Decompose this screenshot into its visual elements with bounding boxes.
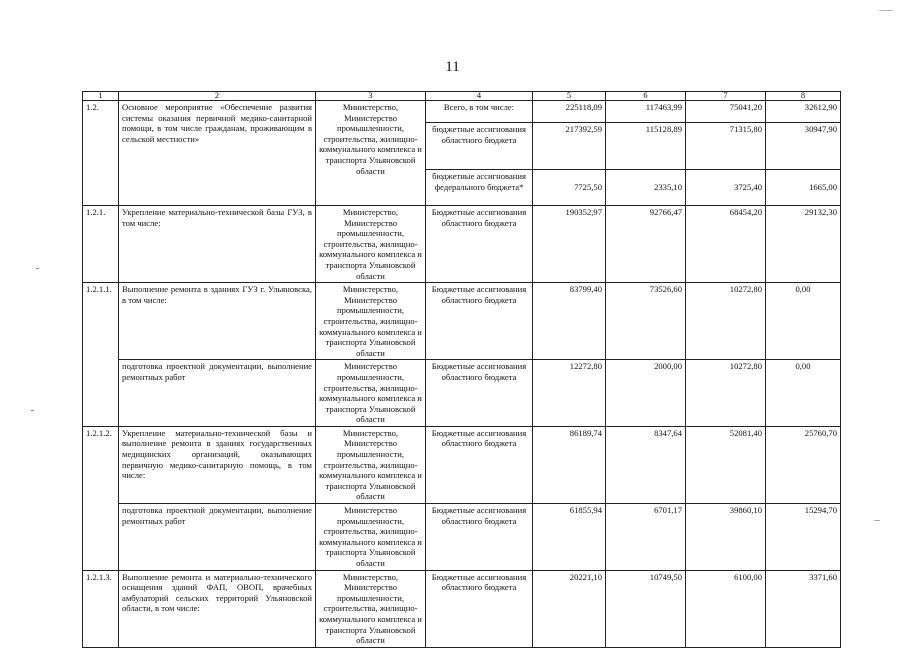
table-row: [83, 360, 841, 427]
row-name: подготовка проектной документации, выполнение ремонтных работ: [119, 360, 316, 427]
row-executor: Министерство, Министерство промышленности, строительства, жилищно-коммунального комплекса и транспорта Ульяновской области: [316, 101, 426, 206]
row-name: Укрепление материально-технической базы ГУЗ, в том числе:: [119, 206, 316, 283]
table-row: [83, 283, 841, 360]
row-executor: Министерство, Министерство промышленности, строительства, жилищно-коммунального комплекса и транспорта Ульяновской области: [316, 426, 426, 503]
row-value: 61855,94: [533, 504, 606, 571]
row-value: 7725,50: [533, 170, 606, 206]
row-value: 3725,40: [686, 170, 766, 206]
row-value: 10272,80: [686, 360, 766, 427]
row-code: 1.2.: [83, 101, 119, 206]
row-value: 30947,90: [766, 123, 841, 170]
table-row: [83, 570, 841, 647]
row-code: 1.2.1.2.: [83, 426, 119, 570]
table-row: [83, 504, 841, 571]
row-value: 6100,00: [686, 570, 766, 647]
row-value: 190352,97: [533, 206, 606, 283]
scan-speck: [36, 268, 39, 269]
row-value: 0,00: [766, 283, 841, 360]
row-code: 1.2.1.3.: [83, 570, 119, 647]
row-name: подготовка проектной документации, выполнение ремонтных работ: [119, 504, 316, 571]
row-executor: Министерство промышленности, строительства, жилищно-коммунального комплекса и транспорта Ульяновской области: [316, 504, 426, 571]
column-number-row: [83, 92, 841, 101]
column-header: 8: [766, 92, 841, 101]
column-header: 3: [316, 92, 426, 101]
scan-speck: [31, 410, 34, 411]
row-value: 10749,50: [606, 570, 686, 647]
page-number: 11: [445, 59, 460, 75]
row-value: 225118,09: [533, 101, 606, 123]
row-executor: Министерство, Министерство промышленности, строительства, жилищно-коммунального комплекса и транспорта Ульяновской области: [316, 283, 426, 360]
column-header: 6: [606, 92, 686, 101]
row-value: 8347,64: [606, 426, 686, 503]
column-header: 7: [686, 92, 766, 101]
table-row: [83, 426, 841, 503]
row-value: 217392,59: [533, 123, 606, 170]
row-value: 1665,00: [766, 170, 841, 206]
row-value: 92766,47: [606, 206, 686, 283]
row-value: 68454,20: [686, 206, 766, 283]
column-header: 1: [83, 92, 119, 101]
row-source: бюджетные ассигнования областного бюджета: [426, 123, 533, 170]
row-source: Всего, в том числе:: [426, 101, 533, 123]
row-source: Бюджетные ассигнования областного бюджета: [426, 570, 533, 647]
row-code: 1.2.1.1.: [83, 283, 119, 427]
row-value: 83799,40: [533, 283, 606, 360]
column-header: 4: [426, 92, 533, 101]
row-executor: Министерство, Министерство промышленности, строительства, жилищно-коммунального комплекса и транспорта Ульяновской области: [316, 206, 426, 283]
row-value: 75041,20: [686, 101, 766, 123]
table-row: [83, 206, 841, 283]
row-value: 29132,30: [766, 206, 841, 283]
row-source: Бюджетные ассигнования областного бюджета: [426, 426, 533, 503]
row-name: Выполнение ремонта в зданиях ГУЗ г. Ульяновска, в том числе:: [119, 283, 316, 360]
row-name: Основное мероприятие «Обеспечение развития системы оказания первичной медико-санитарной помощи, в том числе гражданам, проживающим в сельской местности»: [119, 101, 316, 206]
row-value: 6701,17: [606, 504, 686, 571]
row-value: 10272,80: [686, 283, 766, 360]
row-value: 25760,70: [766, 426, 841, 503]
row-value: 115128,89: [606, 123, 686, 170]
row-value: 20221,10: [533, 570, 606, 647]
row-value: 71315,80: [686, 123, 766, 170]
row-source: Бюджетные ассигнования областного бюджета: [426, 206, 533, 283]
row-source: бюджетные ассигнования федерального бюджета*: [426, 170, 533, 206]
scan-speck: [879, 10, 893, 11]
scan-speck: [874, 520, 880, 521]
row-value: 12272,80: [533, 360, 606, 427]
row-executor: Министерство, Министерство промышленности, строительства, жилищно-коммунального комплекса и транспорта Ульяновской области: [316, 570, 426, 647]
row-source: Бюджетные ассигнования областного бюджета: [426, 283, 533, 360]
row-source: Бюджетные ассигнования областного бюджета: [426, 360, 533, 427]
row-value: 39860,10: [686, 504, 766, 571]
row-value: 2000,00: [606, 360, 686, 427]
column-header: 2: [119, 92, 316, 101]
row-name: Выполнение ремонта и материально-технического оснащения зданий ФАП, ОВОП, врачебных амбулаторий сельских территорий Ульяновской области, в том числе:: [119, 570, 316, 647]
column-header: 5: [533, 92, 606, 101]
row-value: 32612,90: [766, 101, 841, 123]
row-value: 3371,60: [766, 570, 841, 647]
row-value: 117463,99: [606, 101, 686, 123]
row-value: 86189,74: [533, 426, 606, 503]
table-row: [83, 101, 841, 123]
row-name: Укрепление материально-технической базы и выполнение ремонта в зданиях государственных медицинских организаций, оказывающих первичную медико-санитарную помощь, в том числе:: [119, 426, 316, 503]
row-source: Бюджетные ассигнования областного бюджета: [426, 504, 533, 571]
program-table: [82, 91, 841, 648]
row-executor: Министерство промышленности, строительства, жилищно-коммунального комплекса и транспорта Ульяновской области: [316, 360, 426, 427]
row-value: 52081,40: [686, 426, 766, 503]
row-value: 15294,70: [766, 504, 841, 571]
row-code: 1.2.1.: [83, 206, 119, 283]
row-value: 2335,10: [606, 170, 686, 206]
row-value: 0,00: [766, 360, 841, 427]
row-value: 73526,60: [606, 283, 686, 360]
